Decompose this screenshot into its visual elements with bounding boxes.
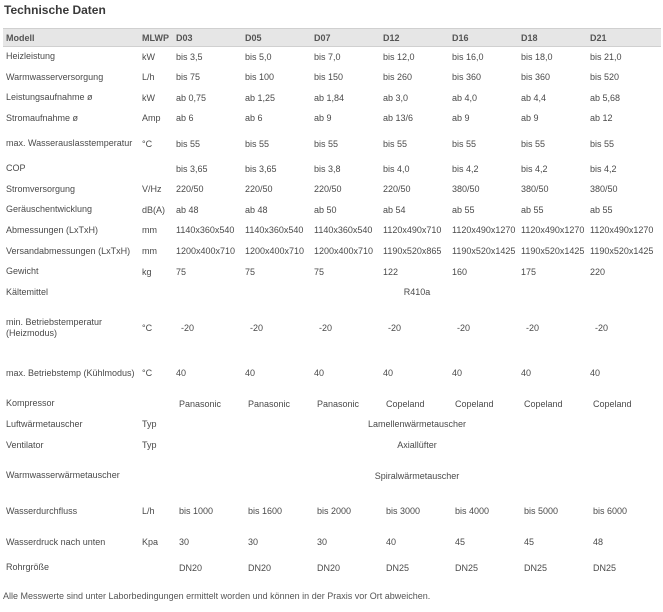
value-cell: 220/50	[176, 184, 204, 194]
footnote: Alle Messwerte sind unter Laborbedingungen ermittelt worden und können in der Praxis vor Ort abweichen.	[3, 591, 431, 601]
value-cell: bis 150	[314, 72, 344, 82]
value-cell: bis 18,0	[521, 51, 553, 62]
row-unit	[139, 394, 173, 414]
value-cell: Copeland	[386, 398, 425, 409]
row-label: Rohrgröße	[6, 562, 50, 572]
value-cell: DN25	[455, 562, 479, 573]
row-unit: Typ	[142, 440, 157, 450]
value-cell: 75	[314, 266, 325, 277]
table-row	[3, 303, 661, 353]
row-unit	[139, 282, 173, 303]
row-label: Kältemittel	[6, 286, 49, 297]
value-cell: bis 3000	[386, 506, 421, 516]
value-cell: 45	[455, 537, 466, 547]
value-cell: bis 360	[452, 72, 482, 82]
row-label: Warmwasserversorgung	[6, 71, 104, 82]
value-cell: -20	[181, 322, 195, 333]
row-unit: kg	[142, 266, 152, 277]
value-cell: DN25	[524, 562, 548, 573]
value-cell: bis 4,2	[521, 163, 548, 174]
row-unit: °C	[142, 322, 153, 333]
value-cell: bis 55	[176, 138, 201, 149]
value-cell: ab 3,0	[383, 92, 409, 103]
row-label: Leistungsaufnahme ø	[6, 92, 93, 102]
value-cell: DN20	[248, 562, 272, 573]
value-cell: ab 6	[245, 113, 263, 123]
value-cell: 75	[245, 266, 256, 277]
row-unit: mm	[142, 246, 157, 256]
table-row	[3, 220, 661, 241]
value-cell: bis 360	[521, 72, 551, 82]
value-cell: 1140x360x540	[314, 225, 373, 235]
value-cell: 220/50	[314, 184, 342, 194]
value-cell: -20	[457, 322, 471, 333]
value-cell: bis 100	[245, 72, 275, 82]
value-cell: bis 12,0	[383, 51, 415, 62]
table-row	[3, 108, 661, 129]
value-cell: Panasonic	[179, 398, 222, 409]
table-row	[3, 129, 661, 159]
value-cell: 40	[521, 368, 532, 378]
table-row	[3, 88, 661, 108]
value-cell: bis 260	[383, 72, 413, 82]
value-cell: bis 7,0	[314, 51, 341, 62]
table-body	[3, 47, 661, 578]
spanned-value: Spiralwärmetauscher	[374, 470, 460, 481]
value-cell: ab 12	[590, 113, 613, 123]
value-cell: 380/50	[590, 184, 618, 194]
value-cell: 122	[383, 266, 399, 277]
row-label: Geräuschentwicklung	[6, 204, 93, 214]
value-cell: 220	[590, 266, 606, 277]
table-row	[3, 527, 661, 558]
table-row	[3, 558, 661, 578]
value-cell: ab 54	[383, 204, 406, 215]
value-cell: 40	[590, 368, 601, 378]
header-cell: D21	[587, 29, 661, 47]
value-cell: ab 55	[452, 204, 475, 215]
row-label: Ventilator	[6, 439, 44, 450]
header-cell: D05	[242, 29, 311, 47]
value-cell: 75	[176, 266, 187, 277]
row-unit: kW	[142, 92, 155, 103]
value-cell: 1190x520x1425	[590, 246, 654, 256]
header-cell: D16	[449, 29, 518, 47]
value-cell: bis 4,2	[452, 163, 479, 174]
value-cell: ab 6	[176, 113, 194, 123]
value-cell: -20	[319, 322, 333, 333]
table-row	[3, 435, 661, 456]
value-cell: ab 48	[176, 204, 199, 215]
row-unit: L/h	[142, 506, 155, 516]
value-cell: bis 2000	[317, 506, 352, 516]
value-cell: DN25	[386, 562, 410, 573]
value-cell: bis 520	[590, 72, 620, 82]
value-cell: 40	[245, 368, 256, 378]
value-cell: -20	[526, 322, 540, 333]
value-cell: bis 16,0	[452, 51, 484, 62]
spanned-value: R410a	[403, 287, 431, 297]
row-label: Wasserdruck nach unten	[6, 536, 106, 547]
row-unit: mm	[142, 225, 157, 235]
value-cell: 175	[521, 266, 537, 277]
value-cell: Copeland	[524, 398, 563, 409]
value-cell: 1190x520x1425	[521, 246, 585, 256]
value-cell: 40	[386, 537, 397, 547]
table-row	[3, 282, 661, 303]
value-cell: bis 21,0	[590, 51, 622, 62]
value-cell: 1190x520x1425	[452, 246, 516, 256]
header-cell: Modell	[3, 29, 139, 47]
value-cell: ab 9	[314, 113, 332, 123]
value-cell: bis 75	[176, 72, 201, 82]
value-cell: bis 55	[452, 138, 477, 149]
value-cell: ab 55	[590, 204, 613, 215]
table-row	[3, 496, 661, 527]
value-cell: 48	[593, 537, 604, 547]
row-unit	[139, 558, 173, 578]
value-cell: bis 1600	[248, 506, 283, 516]
value-cell: 380/50	[521, 184, 549, 194]
row-unit: Kpa	[142, 537, 159, 547]
row-unit: °C	[142, 138, 153, 149]
row-label: Stromversorgung	[6, 183, 76, 194]
value-cell: 1120x490x710	[383, 225, 442, 235]
row-label: Heizleistung	[6, 51, 56, 62]
value-cell: 40	[383, 368, 394, 378]
value-cell: -20	[388, 322, 402, 333]
table-row	[3, 200, 661, 220]
row-unit: dB(A)	[142, 204, 166, 215]
value-cell: ab 1,25	[245, 92, 276, 103]
row-unit: °C	[142, 368, 153, 378]
value-cell: 160	[452, 266, 468, 277]
value-cell: ab 9	[452, 113, 470, 123]
value-cell: bis 5000	[524, 506, 559, 516]
row-unit: Typ	[142, 419, 157, 429]
row-unit: kW	[142, 51, 155, 62]
value-cell: 1120x490x1270	[590, 225, 654, 235]
value-cell: ab 50	[314, 204, 337, 215]
value-cell: 1200x400x710	[314, 246, 374, 256]
table-row	[3, 67, 661, 88]
header-cell: D18	[518, 29, 587, 47]
value-cell: ab 4,4	[521, 92, 547, 103]
value-cell: 30	[179, 537, 190, 547]
table-row	[3, 353, 661, 394]
value-cell: ab 1,84	[314, 92, 345, 103]
row-unit	[139, 456, 173, 496]
header-cell: D03	[173, 29, 242, 47]
table-row	[3, 241, 661, 262]
technical-data-table	[3, 28, 661, 578]
spanned-value: Axiallüfter	[397, 440, 437, 450]
header-cell: MLWP	[139, 29, 173, 47]
row-label: max. Wasserauslasstemperatur	[6, 138, 133, 148]
value-cell: bis 3,5	[176, 51, 203, 62]
row-label: Abmessungen (LxTxH)	[6, 224, 99, 235]
value-cell: bis 55	[383, 138, 408, 149]
table-row	[3, 47, 661, 67]
table-header-row	[3, 29, 661, 47]
value-cell: Panasonic	[248, 398, 291, 409]
value-cell: Panasonic	[317, 398, 360, 409]
table-row	[3, 159, 661, 179]
row-unit: V/Hz	[142, 184, 162, 194]
value-cell: bis 3,65	[176, 163, 208, 174]
value-cell: bis 4,0	[383, 163, 410, 174]
value-cell: 40	[176, 368, 187, 378]
row-label: Luftwärmetauscher	[6, 418, 83, 429]
table-row	[3, 179, 661, 200]
row-unit	[139, 159, 173, 179]
value-cell: DN20	[179, 562, 203, 573]
value-cell: 1200x400x710	[176, 246, 236, 256]
value-cell: bis 55	[314, 138, 339, 149]
value-cell: ab 13/6	[383, 113, 414, 123]
row-label: Versandabmessungen (LxTxH)	[6, 245, 131, 256]
value-cell: bis 5,0	[245, 51, 272, 62]
value-cell: 1190x520x865	[383, 246, 442, 256]
row-label: max. Betriebstemp (Kühlmodus)	[6, 367, 135, 378]
value-cell: 380/50	[452, 184, 480, 194]
value-cell: 220/50	[245, 184, 273, 194]
value-cell: 220/50	[383, 184, 411, 194]
row-label: Wasserdurchfluss	[6, 505, 78, 516]
table-row	[3, 262, 661, 282]
value-cell: Copeland	[455, 398, 494, 409]
row-label: Stromaufnahme ø	[6, 112, 79, 123]
value-cell: 30	[248, 537, 259, 547]
value-cell: 1140x360x540	[245, 225, 304, 235]
value-cell: bis 55	[245, 138, 270, 149]
value-cell: ab 0,75	[176, 92, 207, 103]
value-cell: 1200x400x710	[245, 246, 305, 256]
value-cell: 40	[452, 368, 463, 378]
row-label: min. Betriebstemperatur (Heizmodus)	[6, 316, 103, 338]
row-label: Warmwasserwärmetauscher	[6, 470, 120, 480]
spanned-value: Lamellenwärmetauscher	[367, 419, 467, 429]
value-cell: bis 4000	[455, 506, 490, 516]
value-cell: 45	[524, 537, 535, 547]
row-unit: L/h	[142, 72, 155, 82]
value-cell: bis 3,65	[245, 163, 277, 174]
row-label: Kompressor	[6, 398, 55, 408]
value-cell: Copeland	[593, 398, 632, 409]
row-label: COP	[6, 163, 26, 173]
value-cell: ab 55	[521, 204, 544, 215]
header-cell: D07	[311, 29, 380, 47]
header-cell: D12	[380, 29, 449, 47]
table-row	[3, 394, 661, 414]
value-cell: 1140x360x540	[176, 225, 235, 235]
value-cell: ab 5,68	[590, 92, 621, 103]
row-label: Gewicht	[6, 266, 39, 276]
value-cell: 40	[314, 368, 325, 378]
page-title: Technische Daten	[4, 3, 106, 17]
value-cell: -20	[595, 322, 609, 333]
value-cell: 30	[317, 537, 328, 547]
value-cell: DN20	[317, 562, 341, 573]
value-cell: bis 4,2	[590, 163, 617, 174]
table-row	[3, 414, 661, 435]
value-cell: bis 1000	[179, 506, 214, 516]
value-cell: ab 9	[521, 113, 539, 123]
value-cell: 1120x490x1270	[521, 225, 585, 235]
value-cell: ab 4,0	[452, 92, 478, 103]
value-cell: DN25	[593, 562, 617, 573]
value-cell: bis 55	[590, 138, 615, 149]
value-cell: ab 48	[245, 204, 268, 215]
value-cell: bis 6000	[593, 506, 628, 516]
table-row	[3, 456, 661, 496]
row-unit: Amp	[142, 113, 161, 123]
value-cell: bis 55	[521, 138, 546, 149]
value-cell: bis 3,8	[314, 163, 341, 174]
value-cell: 1120x490x1270	[452, 225, 516, 235]
value-cell: -20	[250, 322, 264, 333]
